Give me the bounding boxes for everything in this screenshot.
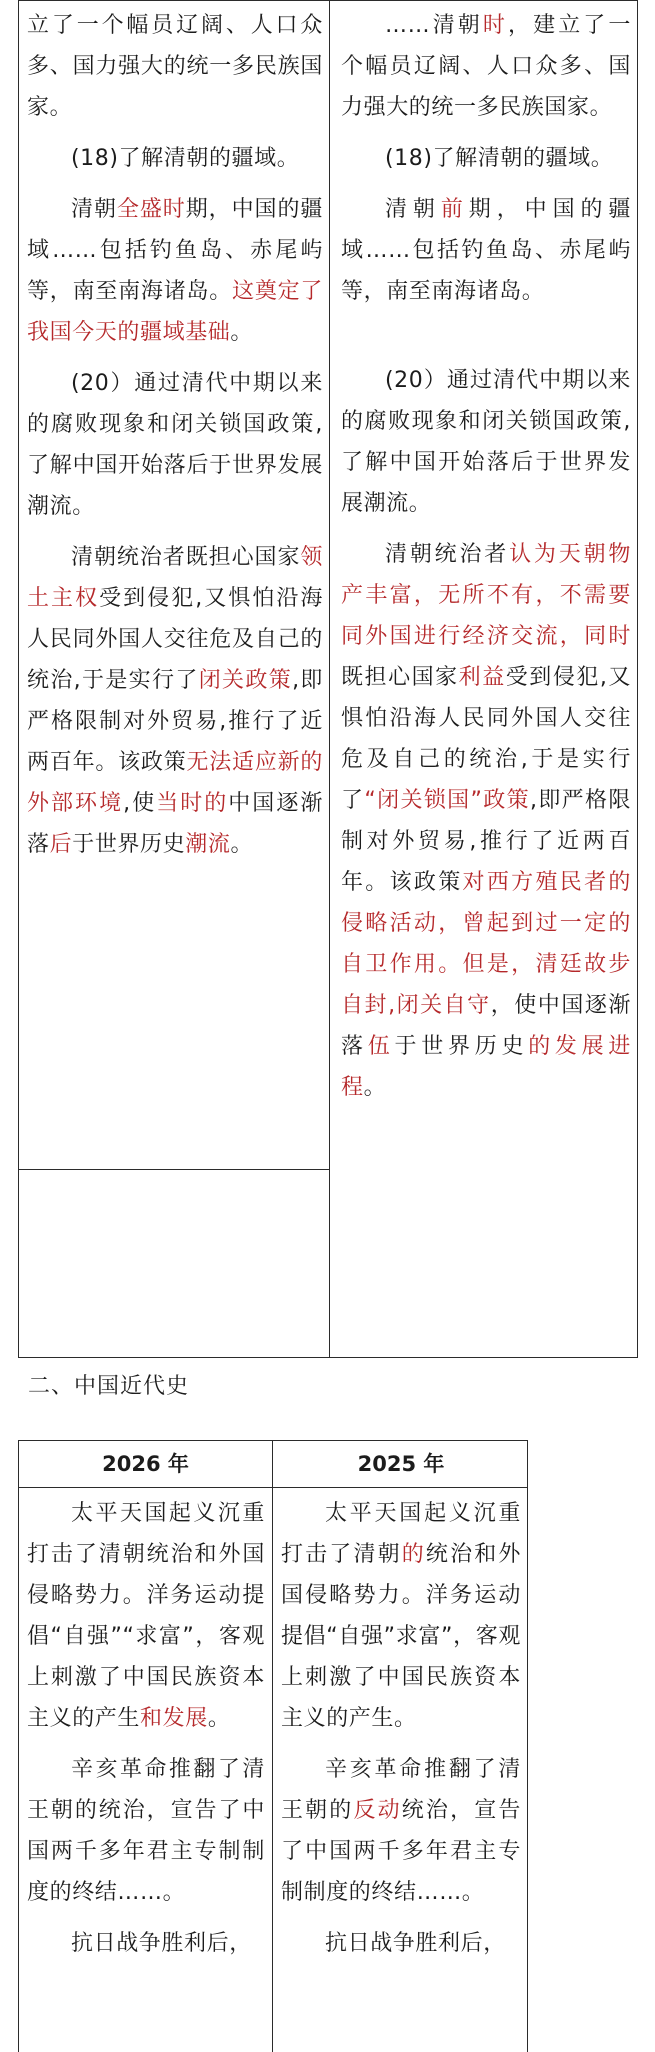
paragraph <box>341 138 631 179</box>
paragraph <box>281 1923 521 1964</box>
text-run: 清朝 <box>71 197 117 222</box>
text-run: ，使中国逐渐落 <box>341 993 631 1059</box>
text-run: 受到侵犯,又惧怕沿海人民同外国人交往危及自己的统治,于是实行了 <box>341 665 632 813</box>
left-column-2026 <box>27 5 323 875</box>
text-run: 辛亥革命推翻了清王朝的 <box>281 1757 521 1823</box>
paragraph <box>281 1493 521 1739</box>
text-run: 。 <box>207 1706 231 1731</box>
text-run: 。 <box>230 320 254 345</box>
header-2025: 2025 年 <box>357 1452 445 1476</box>
highlighted-text: “闭关锁国”政策 <box>364 788 530 813</box>
highlighted-text: 利益 <box>458 665 506 690</box>
right-column-2025 <box>281 1493 521 1974</box>
highlighted-text: 前 <box>440 197 469 222</box>
highlighted-text: 的发展进程 <box>341 1034 631 1100</box>
paragraph <box>27 1923 265 1964</box>
text-run: ,使 <box>123 791 157 816</box>
paragraph <box>27 5 323 128</box>
header-divider <box>19 1487 527 1488</box>
text-run: 。 <box>230 832 254 857</box>
highlighted-text: 无法适应新的外部环境 <box>27 750 323 816</box>
text-run: 于世界历史 <box>394 1034 529 1059</box>
text-run: 。 <box>363 1075 387 1100</box>
paragraph <box>281 1749 521 1913</box>
paragraph <box>341 360 631 524</box>
highlighted-text: 后 <box>49 832 73 857</box>
text-run: (20）通过清代中期以来的腐败现象和闭关锁国政策,了解中国开始落后于世界发展潮流。 <box>27 371 323 519</box>
highlighted-text: 认为天朝物产丰富，无所不有，不需要同外国进行经济交流，同时 <box>341 542 631 649</box>
text-run: 期，中国的疆域……包括钓鱼岛、赤尾屿等，南至南海诸岛。 <box>27 197 324 304</box>
paragraph <box>341 534 631 1108</box>
section-title: 二、中国近代史 <box>28 1374 190 1399</box>
highlighted-text: 领土主权 <box>27 545 323 611</box>
paragraph <box>27 189 323 353</box>
row-divider <box>19 1169 329 1170</box>
highlighted-text: 这奠定了我国今天的疆域基础 <box>27 279 323 345</box>
text-run: (20）通过清代中期以来的腐败现象和闭关锁国政策,了解中国开始落后于世界发展潮流。 <box>341 368 631 516</box>
text-run: 抗日战争胜利后， <box>71 1931 252 1956</box>
paragraph <box>27 138 323 179</box>
text-run: ,即严格限制对外贸易,推行了近两百年。该政策 <box>341 788 631 895</box>
text-run: 抗日战争胜利后， <box>325 1931 506 1956</box>
highlighted-text: 伍 <box>367 1034 395 1059</box>
text-run: ，建立了一个幅员辽阔、人口众多、国力强大的统一多民族国家。 <box>341 13 631 120</box>
highlighted-text: 时 <box>482 13 508 38</box>
highlighted-text: 对西方殖民者的侵略活动，曾起到过一定的自卫作用。但是，清廷故步自封,闭关自守 <box>341 870 631 1018</box>
highlighted-text: 闭关政策 <box>198 668 293 693</box>
text-run: 清朝统治者既担心国家 <box>71 545 301 570</box>
text-run: 清朝统治者 <box>385 542 510 567</box>
text-run: (18)了解清朝的疆域。 <box>71 146 300 171</box>
text-run: 太平天国起义沉重打击了清朝统治和外国侵略势力。洋务运动提倡“自强”“求富”，客观上刺激了中国民族资本主义的产生 <box>27 1501 265 1731</box>
text-run: (18)了解清朝的疆域。 <box>385 146 614 171</box>
text-run: 期，中国的疆域……包括钓鱼岛、赤尾屿等，南至南海诸岛。 <box>341 197 632 304</box>
highlighted-text: 全盛时 <box>116 197 186 222</box>
text-run: 既担心国家 <box>341 665 459 690</box>
text-run: 立了一个幅员辽阔、人口众多、国力强大的统一多民族国家。 <box>27 13 323 120</box>
paragraph <box>27 1493 265 1739</box>
text-run: 辛亥革命推翻了清王朝的统治，宣告了中国两千多年君主专制制度的终结……。 <box>27 1757 265 1905</box>
right-column-2025 <box>341 5 631 1118</box>
left-column-2026 <box>27 1493 265 1974</box>
text-run: ……清朝 <box>385 13 483 38</box>
paragraph <box>341 5 631 128</box>
text-run: 中国逐渐落 <box>27 791 323 857</box>
column-divider <box>329 1 330 1357</box>
highlighted-text: 和发展 <box>140 1706 208 1731</box>
text-run: ,即严格限制对外贸易,推行了近两百年。该政策 <box>27 668 323 775</box>
header-2026: 2026 年 <box>102 1452 189 1476</box>
paragraph <box>27 1749 265 1913</box>
column-divider <box>272 1441 273 2052</box>
text-run: 统治，宣告了中国两千多年君主专制制度的终结……。 <box>281 1798 521 1905</box>
text-run: 清朝 <box>385 197 441 222</box>
paragraph <box>341 189 631 312</box>
paragraph <box>27 363 323 527</box>
text-run: 统治和外国侵略势力。洋务运动提倡“自强”求富”，客观上刺激了中国民族资本主义的产生。 <box>281 1542 521 1731</box>
highlighted-text: 的 <box>401 1542 426 1567</box>
table-modern-history <box>18 1440 528 2052</box>
highlighted-text: 潮流 <box>185 832 231 857</box>
text-run: 太平天国起义沉重打击了清朝 <box>281 1501 521 1567</box>
table-qing-dynasty <box>18 0 638 1358</box>
paragraph <box>27 537 323 865</box>
text-run: 受到侵犯,又惧怕沿海人民同外国人交往危及自己的统治,于是实行了 <box>27 586 323 693</box>
highlighted-text: 当时的 <box>156 791 229 816</box>
highlighted-text: 反动 <box>353 1798 402 1823</box>
text-run: 于世界历史 <box>72 832 186 857</box>
